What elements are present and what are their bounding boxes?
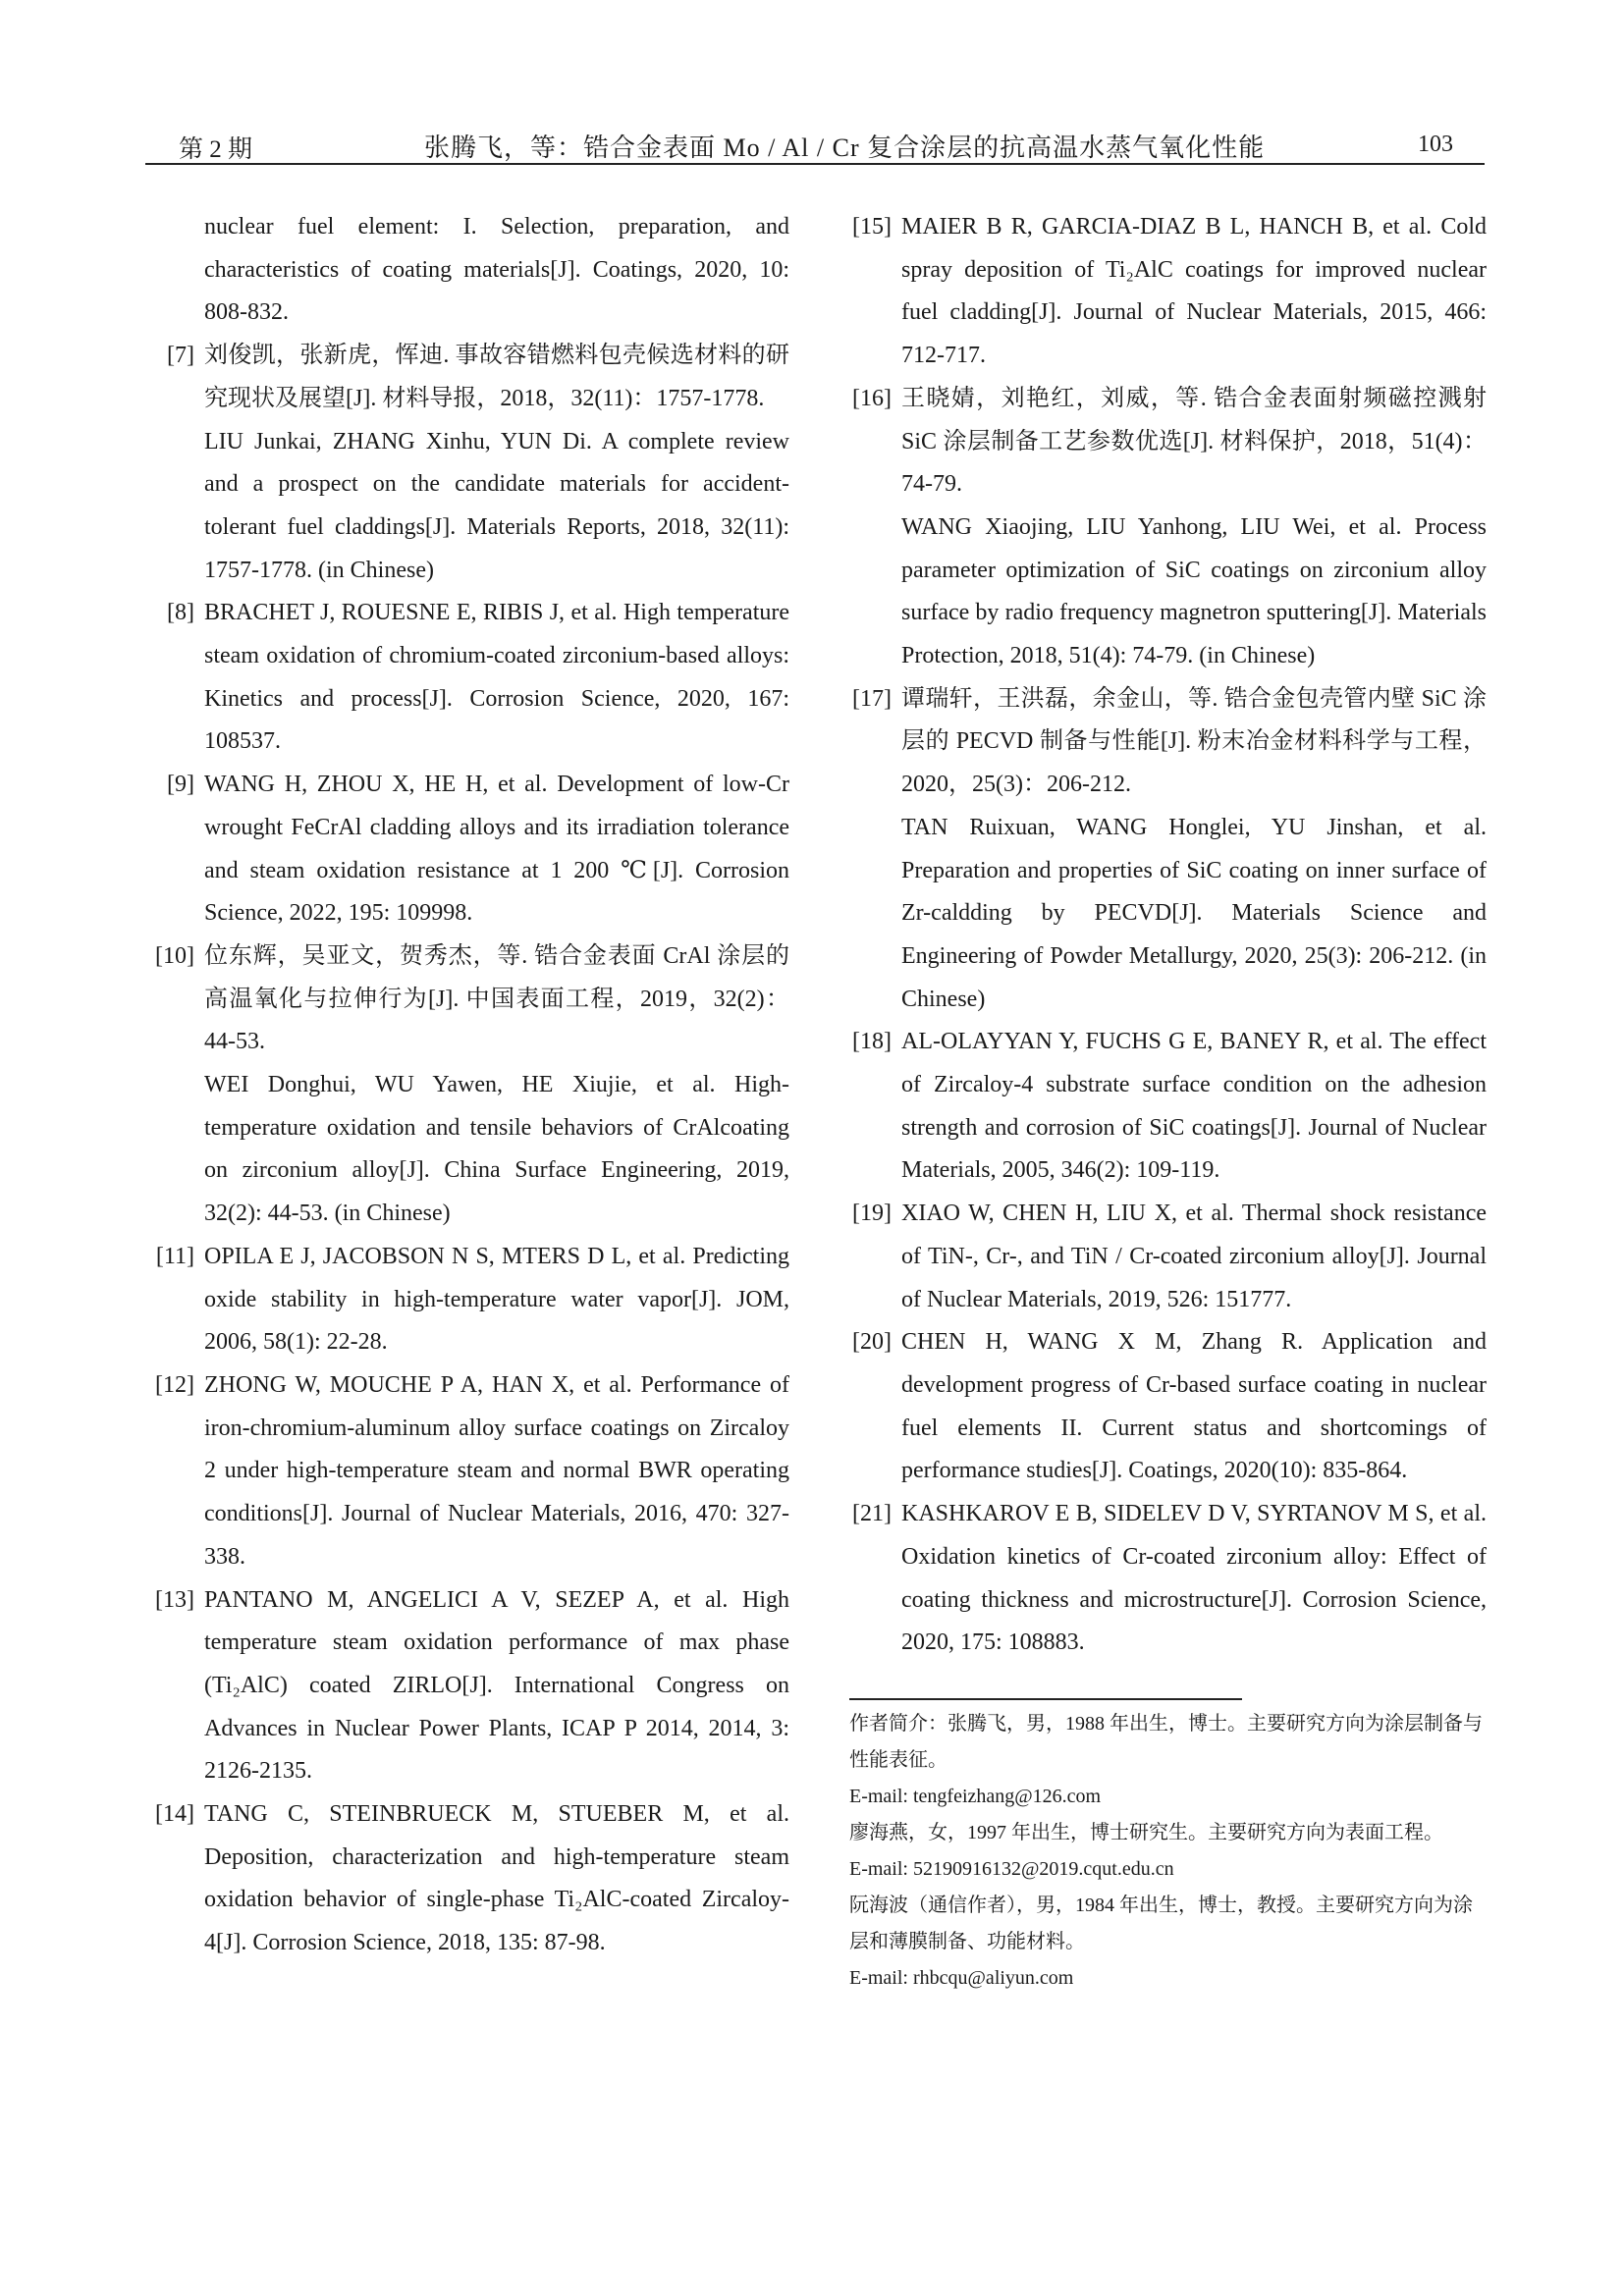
reference-entry xyxy=(147,1793,789,1965)
reference-entry xyxy=(844,206,1487,378)
reference-number: [17] xyxy=(852,685,892,712)
reference-text: AL-OLAYYAN Y, FUCHS G E, BANEY R, et al. The effect of Zircaloy-4 substrate surface condition on the adhesion strength and corrosion of SiC coatings[J]. Journal of Nuclear Materials, 2005, 346(2): 109-119. xyxy=(901,1029,1487,1184)
reference-entry xyxy=(147,764,789,935)
reference-entry xyxy=(844,1021,1487,1193)
footnote-rule xyxy=(849,1698,1242,1700)
reference-entry xyxy=(147,592,789,764)
reference-number: [14] xyxy=(155,1801,194,1828)
reference-text: OPILA E J, JACOBSON N S, MTERS D L, et al. Predicting oxide stability in high-temperature water vapor[J]. JOM, 2006, 58(1): 22-28. xyxy=(204,1243,789,1356)
reference-text: WEI Donghui, WU Yawen, HE Xiujie, et al. High-temperature oxidation and tensile behaviors of CrAlcoating on zirconium alloy[J]. China Surface Engineering, 2019, 32(2): 44-53. (in Chinese) xyxy=(204,1072,789,1227)
reference-entry xyxy=(844,1321,1487,1493)
reference-text: TANG C, STEINBRUECK M, STUEBER M, et al. Deposition, characterization and high-temperature steam oxidation behavior of single-phase Ti₂AlC-coated Zircaloy-4[J]. Corrosion Science, 2018, 135: 87-98. xyxy=(204,1801,789,1956)
reference-text: KASHKAROV E B, SIDELEV D V, SYRTANOV M S, et al. Oxidation kinetics of Cr-coated zirconium alloy: Effect of coating thickness and microstructure[J]. Corrosion Science, 2020, 175: 108883. xyxy=(901,1501,1487,1656)
reference-number: [8] xyxy=(167,600,194,626)
author-note-line: 廖海燕，女，1997 年出生，博士研究生。主要研究方向为表面工程。 xyxy=(849,1822,1443,1843)
reference-text: 刘俊凯，张新虎，恽迪. 事故容错燃料包壳候选材料的研究现状及展望[J]. 材料导报，2018，32(11)：1757-1778. xyxy=(204,343,789,411)
running-header xyxy=(145,126,1485,165)
references-right-column xyxy=(844,206,1487,1665)
reference-number: [11] xyxy=(155,1243,194,1269)
running-title: 张腾飞，等：锆合金表面 Mo / Al / Cr 复合涂层的抗高温水蒸气氧化性能 xyxy=(424,133,1266,162)
reference-entry xyxy=(147,1364,789,1579)
reference-entry xyxy=(147,335,789,592)
author-note-line: E-mail: tengfeizhang@126.com xyxy=(849,1786,1102,1807)
reference-entry xyxy=(147,1579,789,1794)
reference-number: [10] xyxy=(155,942,194,969)
author-notes xyxy=(849,1706,1484,1997)
reference-entry xyxy=(147,206,789,335)
reference-entry xyxy=(844,678,1487,1022)
page-number: 103 xyxy=(1418,132,1453,157)
author-note-line: E-mail: 52190916132@2019.cqut.edu.cn xyxy=(849,1858,1174,1880)
author-note-line: 作者简介：张腾飞，男，1988 年出生，博士。主要研究方向为涂层制备与性能表征。 xyxy=(849,1713,1483,1771)
reference-text: TAN Ruixuan, WANG Honglei, YU Jinshan, et al. Preparation and properties of SiC coating on inner surface of Zr-caldding by PECVD[J]. Materials Science and Engineering of Powder Metallurgy, 2020, 25(3): 206-212. (in Chinese) xyxy=(901,814,1487,1012)
reference-number: [18] xyxy=(852,1029,892,1055)
reference-number: [9] xyxy=(167,772,194,798)
reference-entry xyxy=(147,1236,789,1364)
reference-text: PANTANO M, ANGELICI A V, SEZEP A, et al. High temperature steam oxidation performance of max phase (Ti₂AlC) coated ZIRLO[J]. International Congress on Advances in Nuclear Power Plants, ICAP P 2014, 2014, 3: 2126-2135. xyxy=(204,1586,789,1785)
reference-number: [13] xyxy=(155,1586,194,1613)
author-note-line: E-mail: rhbcqu@aliyun.com xyxy=(849,1967,1074,1989)
reference-text: 谭瑞轩，王洪磊，余金山，等. 锆合金包壳管内壁 SiC 涂层的 PECVD 制备与性能[J]. 粉末冶金材料科学与工程，2020，25(3)：206-212. xyxy=(901,685,1487,798)
reference-text: LIU Junkai, ZHANG Xinhu, YUN Di. A complete review and a prospect on the candidate materials for accident-tolerant fuel claddings[J]. Materials Reports, 2018, 32(11): 1757-1778. (in Chinese) xyxy=(204,428,789,583)
reference-number: [20] xyxy=(852,1329,892,1356)
references-left-column xyxy=(147,206,789,1965)
issue-number: 第 2 期 xyxy=(179,136,253,163)
reference-text: WANG Xiaojing, LIU Yanhong, LIU Wei, et al. Process parameter optimization of SiC coatings on zirconium alloy surface by radio frequency magnetron sputtering[J]. Materials Protection, 2018, 51(4): 74-79. (in Chinese) xyxy=(901,513,1487,669)
reference-text: 王晓婧，刘艳红，刘威，等. 锆合金表面射频磁控溅射 SiC 涂层制备工艺参数优选[J]. 材料保护，2018，51(4)：74-79. xyxy=(901,385,1487,498)
reference-number: [12] xyxy=(155,1371,194,1398)
reference-entry xyxy=(844,378,1487,678)
author-note-line: 阮海波（通信作者），男，1984 年出生，博士，教授。主要研究方向为涂层和薄膜制备、功能材料。 xyxy=(849,1895,1473,1952)
reference-text: XIAO W, CHEN H, LIU X, et al. Thermal shock resistance of TiN-, Cr-, and TiN / Cr-coated zirconium alloy[J]. Journal of Nuclear Materials, 2019, 526: 151777. xyxy=(901,1201,1487,1312)
reference-number: [15] xyxy=(852,214,892,240)
reference-text: ZHONG W, MOUCHE P A, HAN X, et al. Performance of iron-chromium-aluminum alloy surface coatings on Zircaloy 2 under high-temperature steam and normal BWR operating conditions[J]. Journal of Nuclear Materials, 2016, 470: 327-338. xyxy=(204,1371,789,1570)
reference-number: [16] xyxy=(852,385,892,411)
reference-number: [19] xyxy=(852,1201,892,1227)
reference-number: [21] xyxy=(852,1501,892,1527)
reference-number: [7] xyxy=(167,343,194,369)
reference-text: CHEN H, WANG X M, Zhang R. Application and development progress of Cr-based surface coating in nuclear fuel elements II. Current status and shortcomings of performance studies[J]. Coatings, 2020(10): 835-864. xyxy=(901,1329,1487,1484)
reference-entry xyxy=(147,935,789,1236)
reference-entry xyxy=(844,1193,1487,1321)
reference-text: nuclear fuel element: I. Selection, preparation, and characteristics of coating materials[J]. Coatings, 2020, 10: 808-832. xyxy=(204,214,789,326)
reference-text: MAIER B R, GARCIA-DIAZ B L, HANCH B, et al. Cold spray deposition of Ti₂AlC coatings for improved nuclear fuel cladding[J]. Journal of Nuclear Materials, 2015, 466: 712-717. xyxy=(901,214,1487,369)
reference-text: BRACHET J, ROUESNE E, RIBIS J, et al. High temperature steam oxidation of chromium-coated zirconium-based alloys: Kinetics and process[J]. Corrosion Science, 2020, 167: 108537. xyxy=(204,600,789,755)
reference-text: 位东辉，吴亚文，贺秀杰，等. 锆合金表面 CrAl 涂层的高温氧化与拉伸行为[J]. 中国表面工程，2019，32(2)：44-53. xyxy=(204,942,789,1055)
reference-entry xyxy=(844,1493,1487,1665)
reference-text: WANG H, ZHOU X, HE H, et al. Development of low-Cr wrought FeCrAl cladding alloys and its irradiation tolerance and steam oxidation resistance at 1 200 ℃[J]. Corrosion Science, 2022, 195: 109998. xyxy=(204,772,789,927)
